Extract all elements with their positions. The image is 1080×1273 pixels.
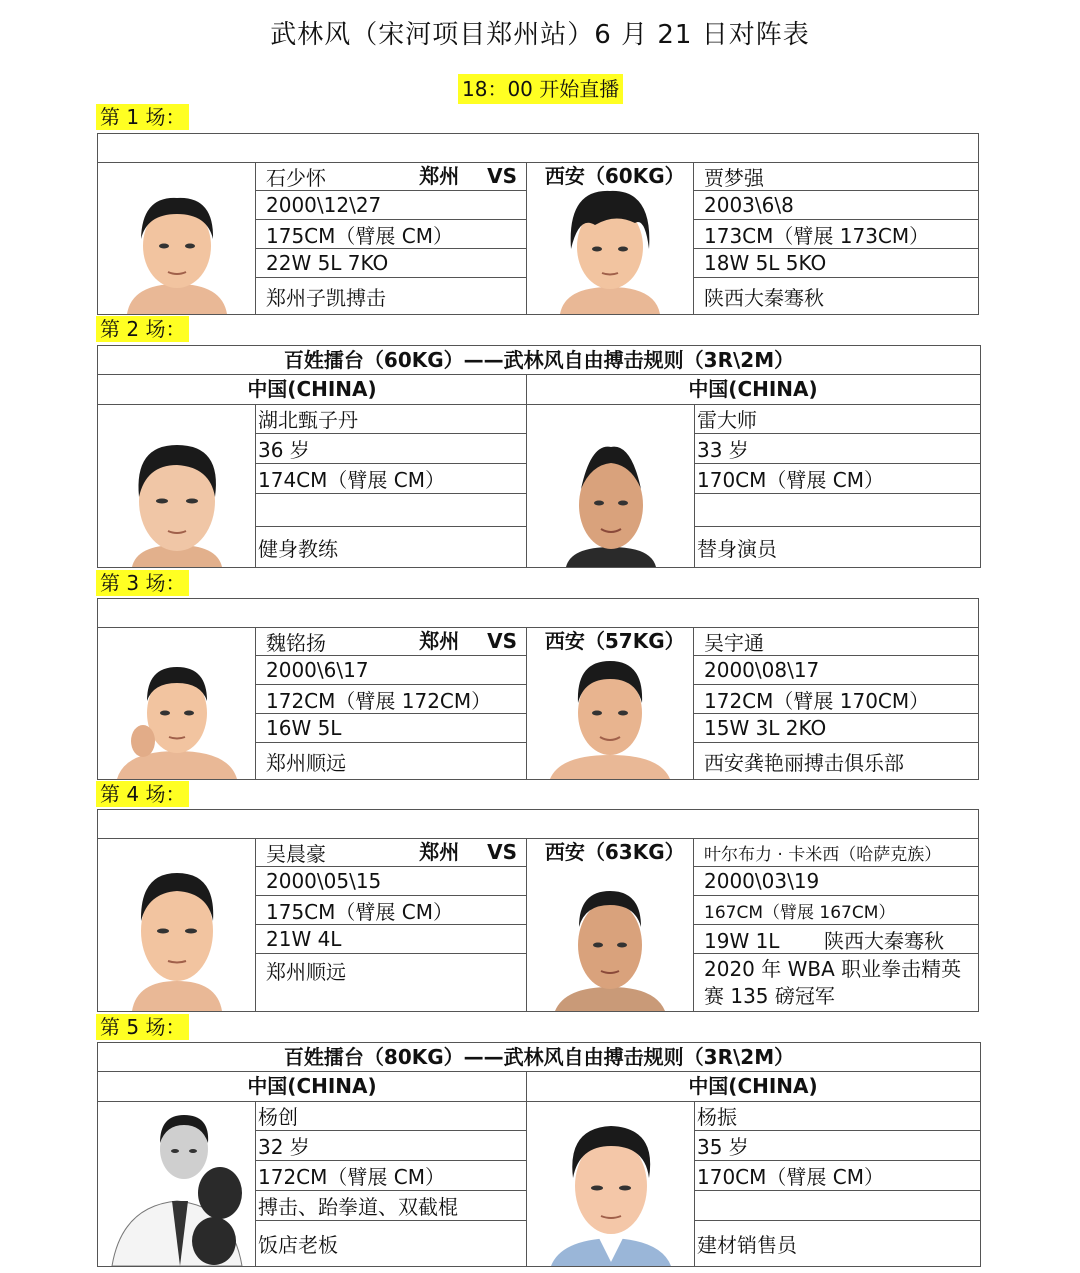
fighter-name: 石少怀 (256, 162, 526, 191)
bout-5-header: 百姓擂台（80KG）——武林风自由搏击规则（3R\2M） (98, 1043, 980, 1072)
fighter-name: 贾梦强 (694, 162, 978, 191)
fighter-info-right (695, 404, 980, 567)
fighter-portrait-icon (561, 437, 661, 567)
bout-1-label: 第 1 场： (96, 104, 189, 130)
broadcast-start-badge: 18：00 开始直播 (458, 74, 623, 104)
fighter-club: 陕西大秦骞秋 (704, 286, 824, 310)
fighter-height-reach: 175CM（臂展 CM） (256, 220, 526, 249)
fighter-portrait-icon (122, 184, 232, 314)
team-b-weight: 西安（57KG） (544, 629, 685, 653)
fighter-height-reach: 175CM（臂展 CM） (256, 896, 526, 925)
fighter-photo-right (527, 838, 694, 1011)
fighter-occupation: 健身教练 (258, 536, 338, 561)
fighter-birthdate: 2003\6\8 (694, 191, 978, 220)
fighter-name: 吴宇通 (694, 627, 978, 656)
fighter-club: 郑州子凯搏击 (266, 286, 386, 310)
fighter-record: 21W 4L (256, 925, 526, 954)
fighter-height-reach: 170CM（臂展 CM） (695, 1161, 980, 1191)
team-a: 郑州 (419, 840, 460, 864)
fighter-height-reach: 174CM（臂展 CM） (256, 464, 526, 494)
fighter-achievement: 2020 年 WBA 职业拳击精英赛 135 磅冠军 (704, 957, 962, 1008)
fighter-info-right (694, 838, 978, 1011)
page-title: 武林风（宋河项目郑州站）6 月 21 日对阵表 (270, 20, 810, 50)
fighter-occupation: 建材销售员 (697, 1233, 797, 1257)
fighter-extra (695, 494, 980, 527)
fighter-record: 22W 5L 7KO (256, 249, 526, 278)
team-b-weight: 西安（63KG） (544, 840, 685, 864)
fighter-club: 西安龚艳丽搏击俱乐部 (704, 751, 904, 775)
fighter-height-reach: 167CM（臂展 167CM） (694, 896, 978, 925)
fighter-info-left (256, 404, 526, 567)
fighter-age: 32 岁 (256, 1131, 526, 1161)
fighter-record: 19W 1L 陕西大秦骞秋 (694, 925, 978, 954)
fighter-info-left (256, 838, 526, 1011)
fighter-birthdate: 2000\12\27 (256, 191, 526, 220)
fighter-portrait-icon (555, 179, 665, 314)
team-a: 郑州 (419, 629, 460, 653)
fighter-photo-right (527, 404, 695, 567)
vs-label: VS (487, 840, 517, 864)
fighter-portrait-icon (551, 1116, 671, 1266)
fighter-info-left (256, 627, 526, 779)
team-b-weight: 西安（60KG） (544, 164, 685, 188)
fighter-info-right (694, 162, 978, 314)
bout-2-header: 百姓擂台（60KG）——武林风自由搏击规则（3R\2M） (98, 346, 980, 375)
fighter-portrait-icon (102, 1101, 252, 1266)
fighter-occupation: 饭店老板 (258, 1233, 338, 1257)
fighter-name: 雷大师 (695, 404, 980, 434)
fighter-photo-right (527, 1101, 695, 1266)
fighter-birthdate: 2000\05\15 (256, 867, 526, 896)
bout-3-table (97, 598, 979, 780)
fighter-height-reach: 172CM（臂展 CM） (256, 1161, 526, 1191)
fighter-age: 36 岁 (256, 434, 526, 464)
fighter-height-reach: 172CM（臂展 172CM） (256, 685, 526, 714)
fighter-record: 18W 5L 5KO (694, 249, 978, 278)
fighter-portrait-icon (555, 883, 665, 1011)
fighter-photo-right (527, 627, 694, 779)
fighter-skills (695, 1191, 980, 1221)
fighter-photo-left (98, 627, 256, 779)
fighter-record: 15W 3L 2KO (694, 714, 978, 743)
bout-2-label: 第 2 场： (96, 316, 189, 342)
fighter-birthdate: 2000\03\19 (694, 867, 978, 896)
fighter-photo-right (527, 162, 694, 314)
bout-1-table (97, 133, 979, 315)
fighter-portrait-icon (122, 861, 232, 1011)
country-right: 中国(CHINA) (526, 374, 980, 405)
vs-label: VS (487, 164, 517, 188)
fighter-photo-left (98, 404, 256, 567)
fighter-extra (256, 494, 526, 527)
fighter-photo-left (98, 838, 256, 1011)
vs-label: VS (487, 629, 517, 653)
fighter-age: 33 岁 (695, 434, 980, 464)
fighter-photo-left (98, 162, 256, 314)
fighter-portrait-icon (550, 651, 670, 779)
fighter-club: 郑州顺远 (266, 751, 346, 775)
team-a: 郑州 (419, 164, 460, 188)
fighter-height-reach: 172CM（臂展 170CM） (694, 685, 978, 714)
bout-4-table (97, 809, 979, 1012)
bout-5-table (97, 1042, 981, 1267)
fighter-age: 35 岁 (695, 1131, 980, 1161)
fighter-height-reach: 173CM（臂展 173CM） (694, 220, 978, 249)
bout-3-label: 第 3 场： (96, 570, 189, 596)
fighter-name: 湖北甄子丹 (256, 404, 526, 434)
fighter-info-right (694, 627, 978, 779)
fighter-occupation: 替身演员 (697, 536, 777, 561)
fighter-skills: 搏击、跆拳道、双截棍 (256, 1191, 526, 1221)
fighter-club: 郑州顺远 (266, 960, 346, 984)
fighter-photo-left (98, 1101, 256, 1266)
fighter-name: 魏铭扬 (256, 627, 526, 656)
fighter-portrait-icon (117, 651, 237, 779)
fighter-info-left (256, 1101, 526, 1266)
fighter-portrait-icon (122, 427, 232, 567)
country-left: 中国(CHINA) (98, 1071, 526, 1102)
fighter-name: 叶尔布力 · 卡米西（哈萨克族） (694, 838, 978, 867)
fighter-name: 吴晨豪 (256, 838, 526, 867)
bout-2-table (97, 345, 981, 568)
fighter-birthdate: 2000\08\17 (694, 656, 978, 685)
fighter-birthdate: 2000\6\17 (256, 656, 526, 685)
fighter-info-left (256, 162, 526, 314)
fighter-name: 杨创 (256, 1101, 526, 1131)
country-right: 中国(CHINA) (526, 1071, 980, 1102)
fighter-height-reach: 170CM（臂展 CM） (695, 464, 980, 494)
fighter-info-right (695, 1101, 980, 1266)
fighter-record: 16W 5L (256, 714, 526, 743)
country-left: 中国(CHINA) (98, 374, 526, 405)
bout-4-label: 第 4 场： (96, 781, 189, 807)
fighter-name: 杨振 (695, 1101, 980, 1131)
bout-5-label: 第 5 场： (96, 1014, 189, 1040)
